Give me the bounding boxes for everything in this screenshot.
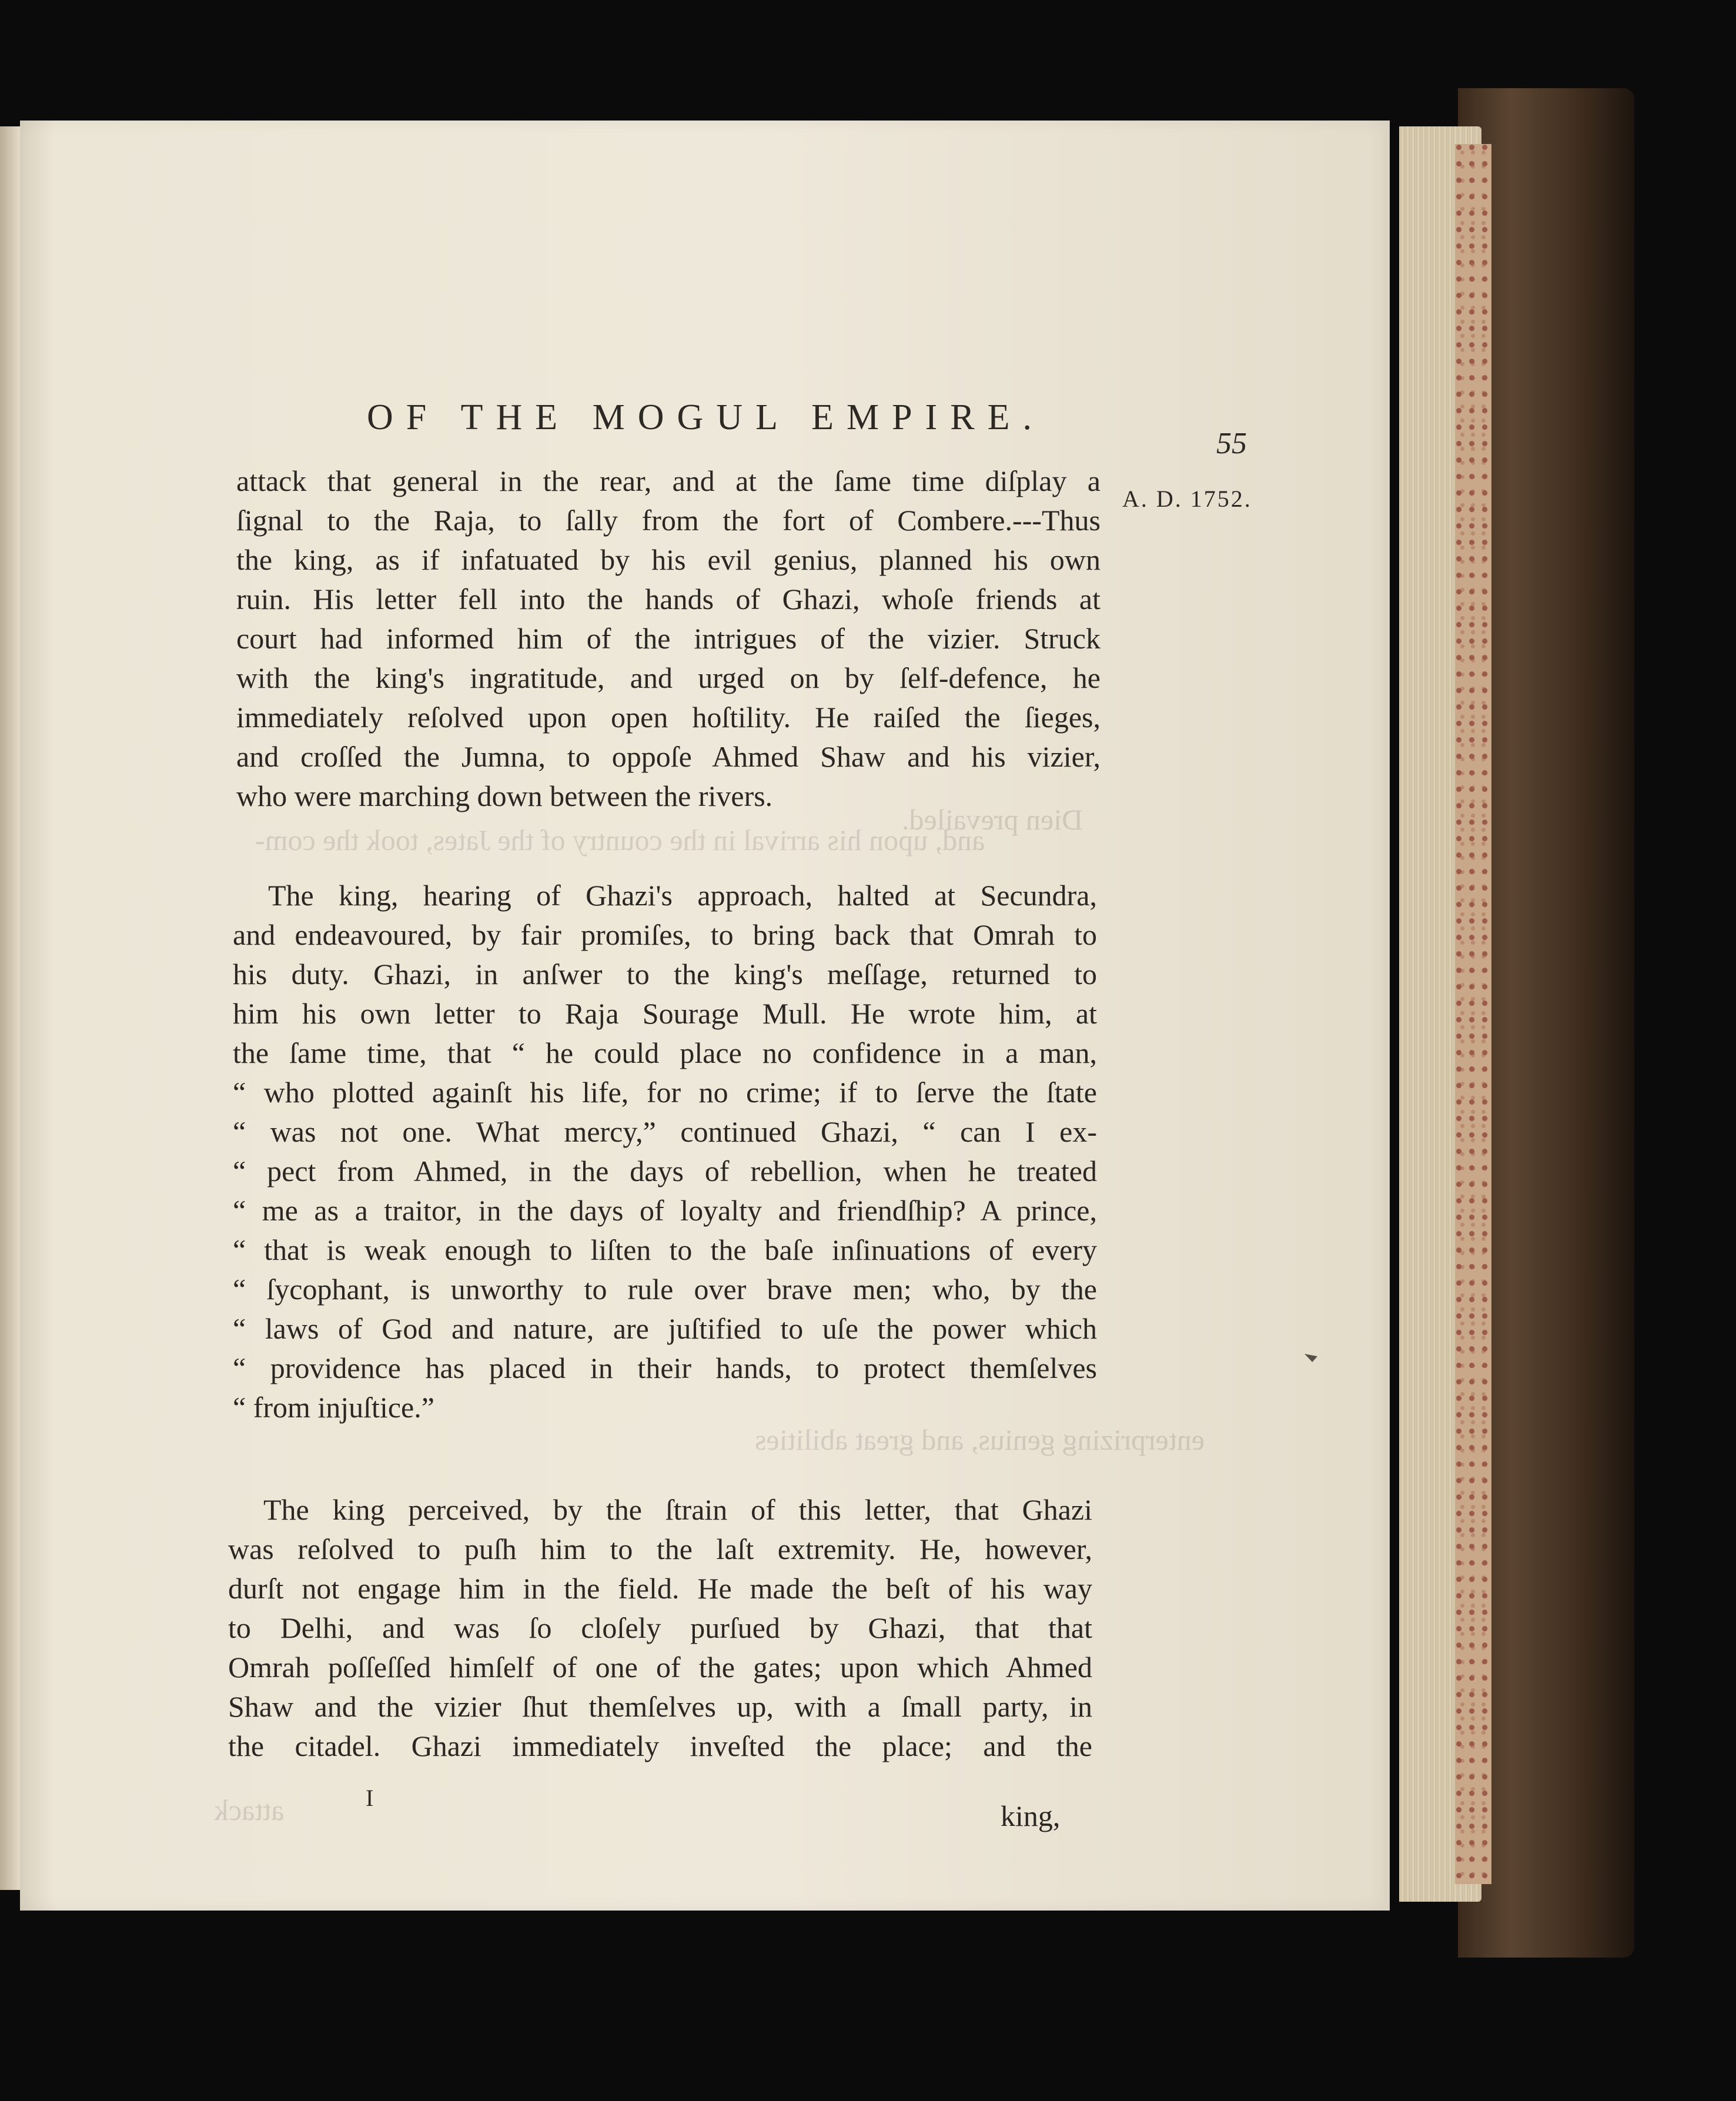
text-line: ſignal to the Raja, to ſally from the fort of Combere.---Thus (236, 504, 1101, 537)
text-line: “ pect from Ahmed, in the days of rebellion, when he treated (233, 1155, 1097, 1187)
text-line: ruin. His letter fell into the hands of Ghazi, whoſe friends at (236, 583, 1101, 615)
marbled-edge (1455, 144, 1491, 1884)
paragraph (236, 461, 1101, 816)
text-line: “ laws of God and nature, are juſtified to uſe the power which (233, 1312, 1097, 1345)
facing-page-sliver (0, 126, 20, 1890)
text-line: the citadel. Ghazi immediately inveſted the place; and the (228, 1729, 1092, 1762)
text-line: and croſſed the Jumna, to oppoſe Ahmed Shaw and his vizier, (236, 740, 1101, 773)
show-through-text: and, upon his arrival in the country of the Jates, took the com- (255, 824, 985, 857)
text-line: Omrah poſſeſſed himſelf of one of the gates; upon which Ahmed (228, 1651, 1092, 1684)
signature-mark: I (366, 1785, 374, 1811)
text-line: “ ſycophant, is unworthy to rule over brave men; who, by the (233, 1273, 1097, 1306)
text-line: durſt not engage him in the field. He made the beſt of his way (228, 1572, 1092, 1605)
margin-mark (1304, 1354, 1317, 1362)
text-line: immediately reſolved upon open hoſtility. He raiſed the ſieges, (236, 701, 1101, 734)
running-head: OF THE MOGUL EMPIRE. (367, 397, 1045, 437)
margin-date-note: A. D. 1752. (1122, 486, 1252, 512)
text-line: “ me as a traitor, in the days of loyalty and friendſhip? A prince, (233, 1194, 1097, 1227)
show-through-text: enterprizing genius, and great abilities (755, 1423, 1205, 1456)
text-line: The king, hearing of Ghazi's approach, halted at Secundra, (268, 879, 1097, 912)
text-line: “ who plotted againſt his life, for no crime; if to ſerve the ſtate (233, 1076, 1097, 1109)
text-line: “ that is weak enough to liſten to the baſe inſinuations of every (233, 1233, 1097, 1266)
text-line: who were marching down between the rivers. (236, 779, 773, 812)
show-through-text: Dien prevailed. (902, 803, 1083, 836)
text-line: was reſolved to puſh him to the laſt extremity. He, however, (228, 1533, 1092, 1565)
text-line: court had informed him of the intrigues of the vizier. Struck (236, 622, 1101, 655)
show-through-text: attack (214, 1794, 285, 1826)
paragraph (228, 1490, 1092, 1766)
text-line: “ from injuſtice.” (233, 1391, 434, 1424)
text-line: “ was not one. What mercy,” continued Ghazi, “ can I ex- (233, 1115, 1097, 1148)
catchword: king, (1001, 1799, 1061, 1832)
text-line: the ſame time, that “ he could place no confidence in a man, (233, 1036, 1097, 1069)
text-line: The king perceived, by the ſtrain of this letter, that Ghazi (263, 1493, 1092, 1526)
page-number: 55 (1216, 427, 1247, 460)
text-line: “ providence has placed in their hands, to protect themſelves (233, 1351, 1097, 1384)
text-line: Shaw and the vizier ſhut themſelves up, with a ſmall party, in (228, 1690, 1092, 1723)
text-line: the king, as if infatuated by his evil genius, planned his own (236, 543, 1101, 576)
text-line: his duty. Ghazi, in anſwer to the king's meſſage, returned to (233, 958, 1097, 991)
text-line: to Delhi, and was ſo cloſely purſued by Ghazi, that that (228, 1611, 1092, 1644)
text-line: him his own letter to Raja Sourage Mull. He wrote him, at (233, 997, 1097, 1030)
paragraph (233, 876, 1097, 1427)
book-page (20, 121, 1390, 1911)
text-line: attack that general in the rear, and at the ſame time diſplay a (236, 464, 1101, 497)
text-line: with the king's ingratitude, and urged on by ſelf-defence, he (236, 661, 1101, 694)
text-line: and endeavoured, by fair promiſes, to bring back that Omrah to (233, 918, 1097, 951)
